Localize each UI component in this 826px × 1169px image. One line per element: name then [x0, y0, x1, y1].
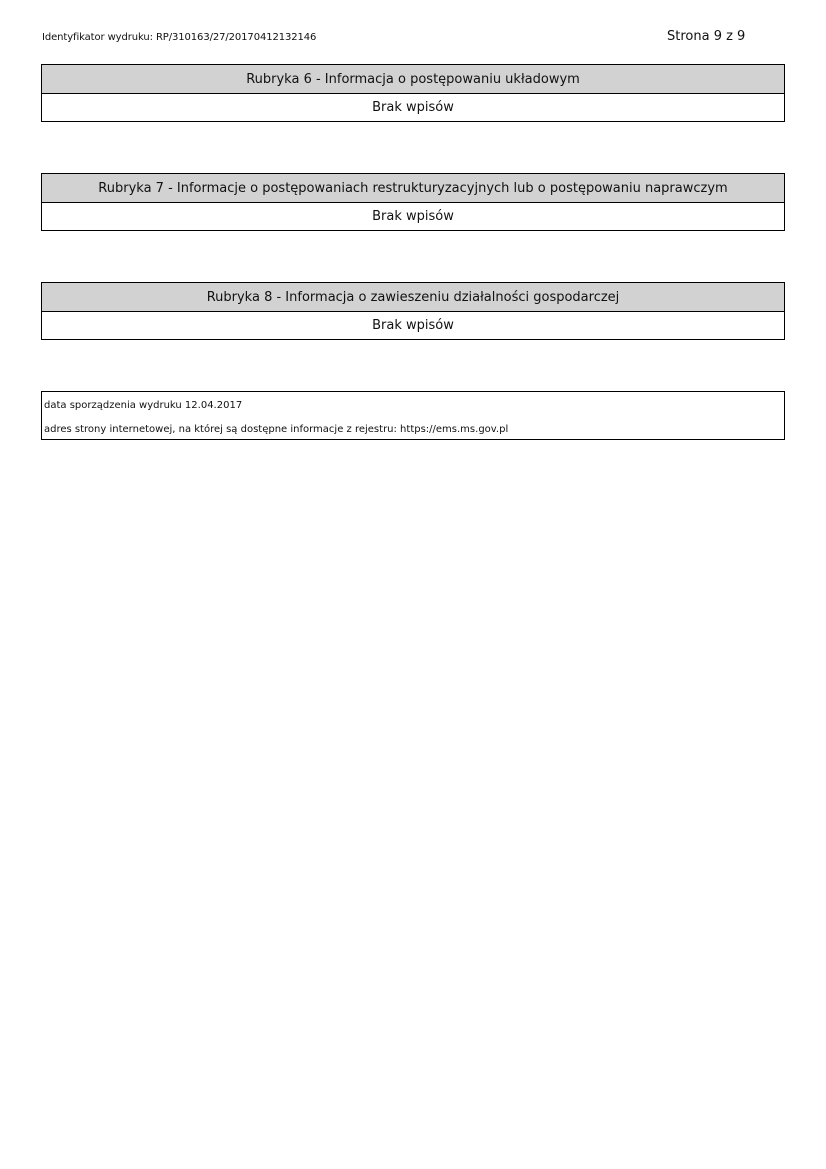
section-title: Rubryka 8 - Informacja o zawieszeniu działalności gospodarczej — [42, 283, 784, 312]
section-entries: Brak wpisów — [372, 209, 454, 224]
section-rubryka-6 — [41, 64, 785, 122]
section-title: Rubryka 7 - Informacje o postępowaniach restrukturyzacyjnych lub o postępowaniu naprawczym — [42, 174, 784, 203]
print-date: data sporządzenia wydruku 12.04.2017 — [44, 400, 243, 411]
section-rubryka-7 — [41, 173, 785, 231]
page-number: Strona 9 z 9 — [667, 29, 746, 44]
section-entries: Brak wpisów — [372, 100, 454, 115]
print-footer — [41, 391, 785, 440]
register-address: adres strony internetowej, na której są dostępne informacje z rejestru: https://ems.ms.gov.pl — [44, 424, 509, 435]
section-entries: Brak wpisów — [372, 318, 454, 333]
section-title: Rubryka 6 - Informacja o postępowaniu układowym — [42, 65, 784, 94]
section-rubryka-8 — [41, 282, 785, 340]
print-identifier: Identyfikator wydruku: RP/310163/27/20170412132146 — [42, 32, 317, 43]
